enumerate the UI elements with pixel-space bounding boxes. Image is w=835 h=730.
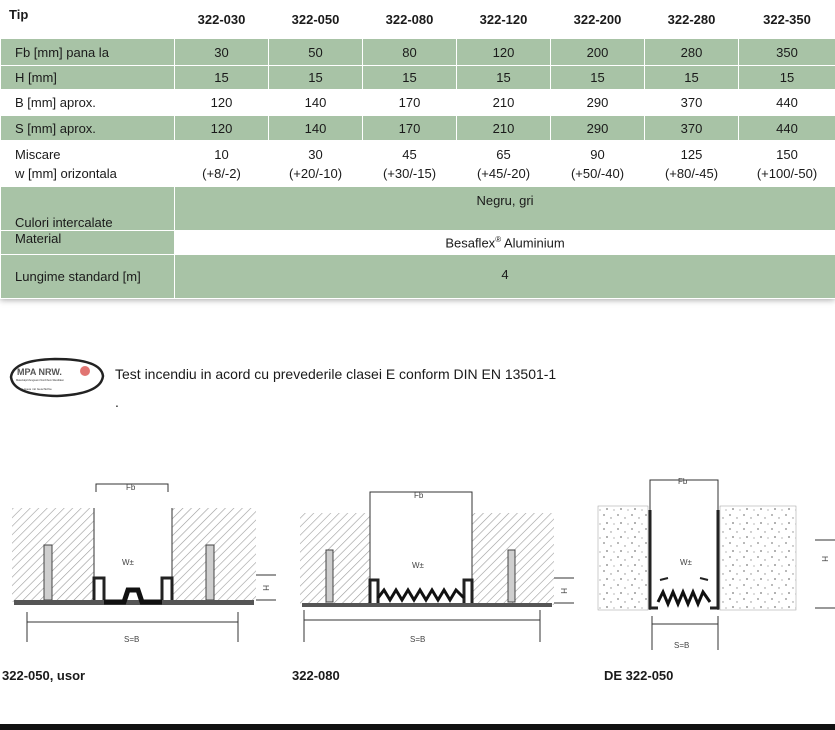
- table-cell: 200: [551, 39, 645, 66]
- header-cell: 322-080: [363, 1, 457, 39]
- table-cell: 30: [175, 39, 269, 66]
- table-cell: 15: [175, 66, 269, 90]
- svg-text:Materialprüfungsamt Nordrhein-: Materialprüfungsamt Nordrhein-Westfalen: [16, 379, 65, 382]
- svg-text:H: H: [559, 588, 568, 594]
- miscare-label: Miscare: [15, 146, 61, 162]
- svg-text:H: H: [820, 556, 829, 562]
- table-cell: 15: [739, 66, 835, 90]
- table-cell: 280: [645, 39, 739, 66]
- table-cell: 290: [551, 116, 645, 141]
- table-cell: 150 (+100/-50): [739, 141, 835, 187]
- table-cell: 120: [175, 116, 269, 141]
- table-cell: 90 (+50/-40): [551, 141, 645, 187]
- svg-text:Fb: Fb: [126, 483, 136, 492]
- row-label: H [mm]: [1, 66, 175, 90]
- drawing-322-080: [300, 491, 574, 644]
- svg-text:Fb: Fb: [414, 491, 424, 500]
- table-row-lungime: [1, 255, 835, 299]
- svg-text:W±: W±: [122, 558, 134, 567]
- table-cell: 120: [457, 39, 551, 66]
- table-row: [1, 116, 835, 141]
- table-cell: 30 (+20/-10): [269, 141, 363, 187]
- header-cell: 322-050: [269, 1, 363, 39]
- table-cell-merged: 4: [175, 255, 835, 299]
- table-cell-merged: Besaflex® Aluminium: [175, 231, 835, 255]
- row-label: Culori intercalate: [1, 187, 175, 231]
- table-cell: 45 (+30/-15): [363, 141, 457, 187]
- table-cell: 370: [645, 116, 739, 141]
- svg-text:S=B: S=B: [124, 635, 140, 644]
- table-cell: 440: [739, 90, 835, 116]
- svg-text:S=B: S=B: [674, 641, 690, 650]
- spec-table: [0, 0, 835, 299]
- table-row: [1, 39, 835, 66]
- table-row-material: [1, 231, 835, 255]
- table-cell: 15: [551, 66, 645, 90]
- row-label: S [mm] aprox.: [1, 116, 175, 141]
- svg-text:H: H: [261, 585, 270, 591]
- table-cell: 120: [175, 90, 269, 116]
- header-cell: 322-350: [739, 1, 835, 39]
- caption-de-322-050: DE 322-050: [604, 668, 674, 683]
- svg-text:W±: W±: [412, 561, 424, 570]
- svg-text:Ein Haus mit Geschichte: Ein Haus mit Geschichte: [19, 387, 52, 391]
- table-cell: 15: [269, 66, 363, 90]
- table-row-miscare: [1, 141, 835, 187]
- header-cell: 322-030: [175, 1, 269, 39]
- table-cell: 125 (+80/-45): [645, 141, 739, 187]
- table-cell: 15: [645, 66, 739, 90]
- table-cell: 170: [363, 90, 457, 116]
- row-label: Lungime standard [m]: [1, 255, 175, 299]
- miscare-sublabel: w [mm] orizontala: [15, 165, 117, 181]
- row-label: B [mm] aprox.: [1, 90, 175, 116]
- table-cell: 50: [269, 39, 363, 66]
- row-label: Material: [1, 231, 175, 255]
- table-row: [1, 66, 835, 90]
- table-cell: 440: [739, 116, 835, 141]
- table-cell: 210: [457, 90, 551, 116]
- dot-mark: .: [115, 394, 119, 410]
- header-row: [1, 1, 835, 39]
- table-cell: 140: [269, 116, 363, 141]
- table-cell: 65 (+45/-20): [457, 141, 551, 187]
- drawing-322-050: [12, 483, 276, 644]
- table-cell: 10 (+8/-2): [175, 141, 269, 187]
- table-cell: 290: [551, 90, 645, 116]
- svg-text:Fb: Fb: [678, 477, 688, 486]
- table-cell: 15: [457, 66, 551, 90]
- profile-drawings: [0, 470, 835, 660]
- table-cell-merged: Negru, gri: [175, 187, 835, 231]
- spec-table-panel: [0, 0, 835, 297]
- table-cell: 370: [645, 90, 739, 116]
- table-cell: 170: [363, 116, 457, 141]
- mpa-nrw-logo: [7, 354, 107, 400]
- table-cell: 210: [457, 116, 551, 141]
- table-cell: 15: [363, 66, 457, 90]
- header-cell: 322-280: [645, 1, 739, 39]
- caption-322-080: 322-080: [292, 668, 340, 683]
- table-cell: 350: [739, 39, 835, 66]
- table-cell: 140: [269, 90, 363, 116]
- fire-test-text: Test incendiu in acord cu prevederile clasei E conform DIN EN 13501-1: [115, 366, 557, 382]
- bottom-border: [0, 724, 835, 730]
- drawing-de-322-050: [598, 477, 835, 650]
- header-tip: Tip: [1, 1, 175, 39]
- logo-text: MPA NRW.: [17, 367, 62, 377]
- header-cell: 322-200: [551, 1, 645, 39]
- table-row-culori: [1, 187, 835, 231]
- svg-text:S=B: S=B: [410, 635, 426, 644]
- table-cell: 80: [363, 39, 457, 66]
- table-row: [1, 90, 835, 116]
- row-label: [1, 141, 175, 187]
- header-cell: 322-120: [457, 1, 551, 39]
- caption-322-050-usor: 322-050, usor: [2, 668, 86, 683]
- svg-text:W±: W±: [680, 558, 692, 567]
- row-label: Fb [mm] pana la: [1, 39, 175, 66]
